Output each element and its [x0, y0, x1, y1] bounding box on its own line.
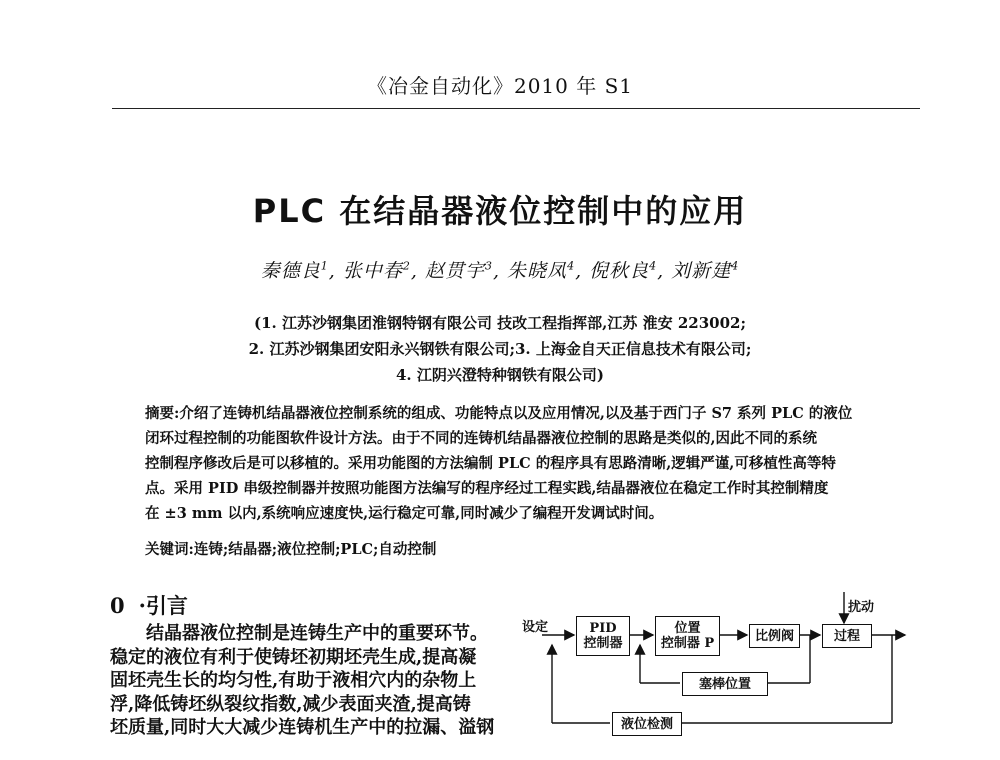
level-detection-block: 液位检测: [612, 712, 682, 736]
paper-title: PLC 在结晶器液位控制中的应用: [252, 192, 748, 230]
section-number: 0: [110, 593, 125, 618]
keywords-list: 连铸;结晶器;液位控制;PLC;自动控制: [193, 541, 437, 558]
position-controller-block: [655, 616, 720, 656]
abstract-line: 控制程序修改后是可以移植的。采用功能图的方法编制 PLC 的程序具有思路清晰,逻辑严谨,可移植性高等特: [145, 455, 836, 472]
position-label-line2: 控制器 P: [660, 636, 715, 651]
author-name: 刘新建: [671, 260, 732, 282]
keywords-label: 关键词:: [145, 541, 194, 558]
affiliation-line: 2. 江苏沙钢集团安阳永兴钢铁有限公司;3. 上海金自天正信息技术有限公司;: [248, 340, 752, 358]
author-affil-number: 4: [649, 259, 658, 273]
abstract: [145, 401, 875, 526]
abstract-line: 在 ±3 mm 以内,系统响应速度快,运行稳定可靠,同时减少了编程开发调试时间。: [145, 505, 664, 522]
author-list: 秦德良$^1$, 张中春$^2$, 赵贯宇$^3$, 朱晓凤$^4$, 倪秋良$^4$, 刘新建$^4$: [260, 259, 740, 282]
author-name: 张中春: [342, 260, 403, 282]
author-affil-number: 3: [484, 259, 493, 273]
setpoint-label: 设定: [522, 620, 549, 635]
proportional-valve-block: 比例阀: [749, 624, 800, 648]
author-affil-number: 1: [320, 259, 329, 273]
author-name: 赵贯宇: [424, 260, 485, 282]
intro-paragraph: [110, 622, 495, 740]
author-affil-number: 4: [731, 259, 740, 273]
header-rule: [112, 108, 920, 109]
abstract-line: 摘要:介绍了连铸机结晶器液位控制系统的组成、功能特点以及应用情况,以及基于西门子 S7 系列 PLC 的液位: [145, 405, 853, 422]
author-affil-number: 2: [402, 259, 411, 273]
section-heading: [110, 590, 188, 620]
process-block: 过程: [822, 624, 872, 648]
keywords: [145, 538, 875, 559]
affiliation-line: 4. 江阴兴澄特种钢铁有限公司): [396, 366, 604, 384]
body-line: 坯质量,同时大大减少连铸机生产中的拉漏、溢钢: [110, 717, 495, 738]
disturbance-label: 扰动: [848, 600, 875, 615]
body-line: 固坯壳生长的均匀性,有助于液相穴内的杂物上: [110, 670, 477, 691]
pid-controller-block: [576, 616, 630, 656]
journal-header: 《冶金自动化》2010 年 S1: [366, 74, 634, 98]
body-line: 稳定的液位有利于使铸坯初期坯壳生成,提高凝: [110, 646, 477, 668]
abstract-line: 点。采用 PID 串级控制器并按照功能图方法编写的程序经过工程实践,结晶器液位在稳定工作时其控制精度: [145, 480, 829, 497]
author-affil-number: 4: [567, 259, 576, 273]
section-title: ·引言: [138, 593, 188, 618]
author-name: 倪秋良: [589, 260, 650, 282]
control-loop-diagram: [520, 580, 920, 760]
stopper-position-block: 塞棒位置: [682, 672, 768, 696]
body-line: 结晶器液位控制是连铸生产中的重要环节。: [146, 623, 488, 644]
pid-label-line1: PID: [589, 621, 617, 636]
author-name: 朱晓凤: [507, 260, 568, 282]
affiliation-line: (1. 江苏沙钢集团淮钢特钢有限公司 技改工程指挥部,江苏 淮安 223002;: [253, 314, 747, 332]
position-label-line1: 位置: [674, 621, 701, 636]
body-line: 浮,降低铸坯纵裂纹指数,减少表面夹渣,提高铸: [110, 693, 471, 715]
abstract-label: 摘要:: [145, 405, 180, 422]
author-name: 秦德良: [260, 260, 321, 282]
pid-label-line2: 控制器: [583, 636, 623, 651]
abstract-line: 闭环过程控制的功能图软件设计方法。由于不同的连铸机结晶器液位控制的思路是类似的,因此不同的系统: [145, 430, 818, 447]
